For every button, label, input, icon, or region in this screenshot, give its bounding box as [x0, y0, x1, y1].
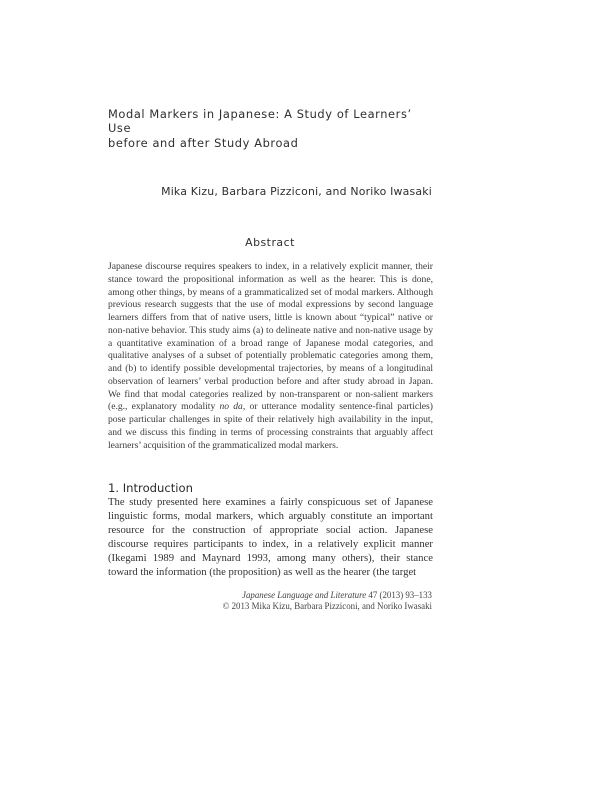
copyright-notice: © 2013 Mika Kizu, Barbara Pizziconi, and Noriko Iwasaki [222, 601, 432, 612]
journal-name: Japanese Language and Literature [242, 590, 367, 600]
abstract-text-part-2: , or utterance modality sentence-final particles) pose particular challenges in spite of their relatively high availability in the input, and we discuss this finding in terms of processing constraints that arguably affect learners’ acquisition of the grammaticalized modal markers. [108, 401, 433, 451]
paper-title-line-2: before and after Study Abroad [108, 135, 299, 150]
abstract-heading: Abstract [245, 236, 295, 249]
paper-title-line-1: Modal Markers in Japanese: A Study of Learners’ Use [108, 107, 412, 136]
introduction-heading: 1. Introduction [108, 481, 193, 495]
journal-citation [180, 590, 432, 601]
introduction-body: The study presented here examines a fairly conspicuous set of Japanese linguistic forms, modal markers, which arguably constitute an important resource for the construction of appropriate social action. Japanese discourse requires participants to index, in a relatively explicit manner (Ikegami 1989 and Maynard 1993, among many others), their stance toward the information (the proposition) as well as the hearer (the target [108, 496, 433, 579]
journal-footer [180, 590, 432, 613]
abstract-text-part-1: Japanese discourse requires speakers to index, in a relatively explicit manner, their stance toward the propositional information as well as the hearer. This is done, among other things, by means of a grammaticalized set of modal markers. Although previous research suggests that the use of modal expressions by second language learners differs from that of native users, little is known about “typical” native or non-native behavior. This study aims (a) to delineate native and non-native usage by a quantitative examination of a broad range of Japanese modal categories, and qualitative analyses of a subset of potentially problematic categories among them, and (b) to identify possible developmental trajectories, by means of a longitudinal observation of learners’ verbal production before and after study abroad in Japan. We find that modal categories realized by non-transparent or non-salient markers (e.g., explanatory modality [108, 261, 433, 413]
abstract-body [108, 261, 433, 452]
paper-authors: Mika Kizu, Barbara Pizziconi, and Noriko Iwasaki [161, 185, 432, 198]
paper-title [108, 107, 438, 150]
journal-volume-pages: 47 (2013) 93–133 [366, 590, 432, 600]
abstract-emphasis: no da [219, 401, 243, 413]
